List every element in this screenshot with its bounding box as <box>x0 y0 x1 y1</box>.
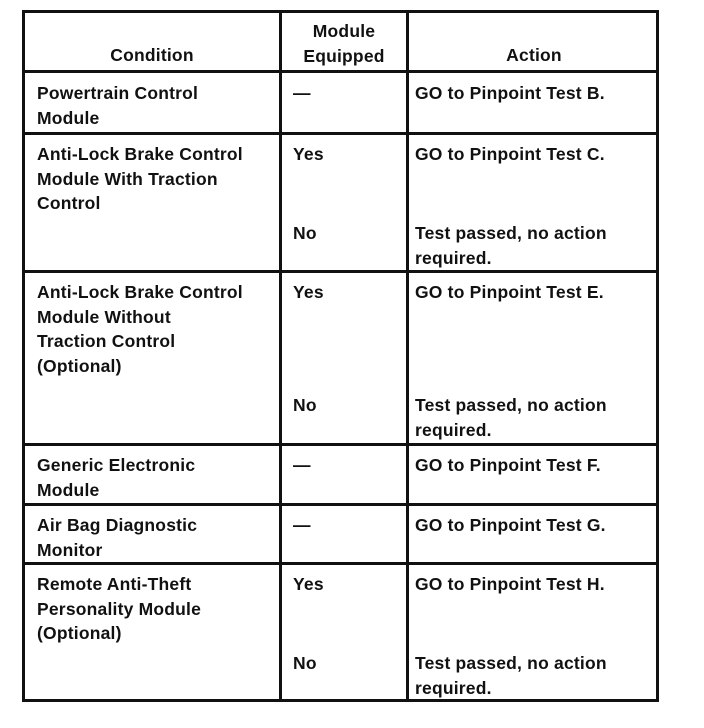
equipped-cell: No <box>293 653 317 673</box>
condition-cell: Anti-Lock Brake Control Module With Traction Control <box>37 144 243 213</box>
diagnostic-table <box>22 10 659 702</box>
column-divider <box>406 13 409 699</box>
condition-cell: Generic Electronic Module <box>37 455 196 500</box>
equipped-cell: Yes <box>293 574 324 594</box>
equipped-cell: Yes <box>293 282 324 302</box>
row-divider <box>25 562 656 565</box>
header-action: Action <box>506 45 562 65</box>
condition-cell: Air Bag Diagnostic Monitor <box>37 515 198 560</box>
action-cell: GO to Pinpoint Test B. <box>415 83 605 103</box>
row-divider <box>25 270 656 273</box>
row-divider <box>25 132 656 135</box>
column-divider <box>279 13 282 699</box>
action-cell: GO to Pinpoint Test G. <box>415 515 606 535</box>
equipped-cell: — <box>293 455 311 475</box>
action-cell: GO to Pinpoint Test E. <box>415 282 604 302</box>
equipped-cell: Yes <box>293 144 324 164</box>
header-condition: Condition <box>110 45 194 65</box>
row-divider <box>25 503 656 506</box>
action-cell: GO to Pinpoint Test F. <box>415 455 601 475</box>
condition-cell: Anti-Lock Brake Control Module Without Traction Control (Optional) <box>37 282 243 376</box>
equipped-cell: — <box>293 515 311 535</box>
header-divider <box>25 70 656 73</box>
condition-cell: Powertrain Control Module <box>37 83 199 128</box>
action-cell: GO to Pinpoint Test H. <box>415 574 605 594</box>
header-module-equipped: Module Equipped <box>303 21 385 66</box>
action-cell: Test passed, no action required. <box>415 223 607 268</box>
condition-cell: Remote Anti-Theft Personality Module (Optional) <box>37 574 202 643</box>
action-cell: Test passed, no action required. <box>415 395 607 440</box>
action-cell: GO to Pinpoint Test C. <box>415 144 605 164</box>
row-divider <box>25 443 656 446</box>
equipped-cell: No <box>293 223 317 243</box>
action-cell: Test passed, no action required. <box>415 653 607 698</box>
equipped-cell: — <box>293 83 311 103</box>
equipped-cell: No <box>293 395 317 415</box>
